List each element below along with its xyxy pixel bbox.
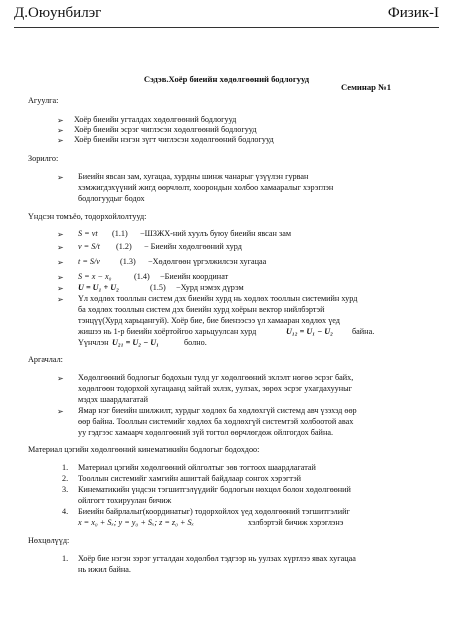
conditions-heading: Нөхцөлүүд: <box>28 536 70 545</box>
goal-line: бодлогуудыг бодох <box>78 194 145 203</box>
basics-heading: Үндсэн томъёо, тодорхойлолтууд: <box>28 212 147 221</box>
relative-velocity-formula: U₂₁ = U₂ − U₁ <box>112 338 159 347</box>
list-number: 3. <box>62 485 69 494</box>
topic-title: Сэдэв.Хоёр биеийн хөдөлгөөний бодлогууд <box>143 74 310 84</box>
arrow-bullet-icon: ➢ <box>57 284 64 293</box>
formula-expression: S = vt <box>78 229 98 238</box>
relative-velocity-line: болно. <box>184 338 207 347</box>
formula-description: −Хөдөлгөөн үргэлжилсэн хугацаа <box>148 257 267 266</box>
formula-expression: U = U₁ + U₂ <box>78 283 119 292</box>
material-line: Материал цэгийн хөдөлгөөний ойлголтыг зөв тогтоох шаардлагатай <box>78 463 316 472</box>
author-name: Д.Оюунбилэг <box>14 5 102 21</box>
formula-number: (1.4) <box>134 272 150 281</box>
material-line: ойлгогт тохируулан бичиж <box>78 496 172 505</box>
formula-description: −ШЗЖХ-ний хуулъ буюу биеийн явсан зам <box>140 229 292 238</box>
arrow-bullet-icon: ➢ <box>57 173 64 182</box>
method-line: хөдөлгөөн тодорхой хугацаанд зайтай эхлэх, уулзах, зөрөх эсрэг ухагдахууныг <box>78 384 353 393</box>
formula-expression: S = x − x₀ <box>78 272 112 281</box>
formula-description: − Биеийн хөдөлгөөний хурд <box>144 242 242 251</box>
arrow-bullet-icon: ➢ <box>57 374 64 383</box>
arrow-bullet-icon: ➢ <box>57 126 64 135</box>
arrow-bullet-icon: ➢ <box>57 243 64 252</box>
formula-description: −Биеийн координат <box>160 272 229 281</box>
relative-velocity-line: жишээ нь 1-р биеийн хоёртойгоо харьцуулсан хурд <box>78 327 257 336</box>
arrow-bullet-icon: ➢ <box>57 116 64 125</box>
formula-expression: t = S/v <box>78 257 100 266</box>
goal-heading: Зорилго: <box>28 154 59 163</box>
arrow-bullet-icon: ➢ <box>57 136 64 145</box>
method-line: Хөдөлгөөний бодлогыг бодохын тулд уг хөдөлгөөний эхлэлт нөгөө эсрэг байх, <box>78 373 354 382</box>
list-number: 1. <box>62 463 69 472</box>
page-header <box>14 3 439 28</box>
goal-line: хэмжигдэхүүний жигд өөрчлөлт, хоорондын холбоо хамааралыг хэрэглэн <box>78 183 334 192</box>
formula-description: −Хурд нэмэх дүрэм <box>176 283 244 292</box>
method-line: өөр байна. Тооллын системийг хөдлөх ба хөдлөхгүй системтэй холбоотой авах <box>78 417 354 426</box>
course-name: Физик-I <box>387 5 439 21</box>
relative-velocity-line: ба хөдлөх тооллын систем дэх биеийн хурд хоёрын вектор нийлбэртэй <box>78 305 325 314</box>
material-line: Кинематикийн үндсэн тэгшитгэлүүдийг бодлогын нөхцөл болон хөдөлгөөний <box>78 485 351 494</box>
arrow-bullet-icon: ➢ <box>57 230 64 239</box>
relative-velocity-line: Үл хөдлөх тооллын систем дэх биеийн хурд нь хөдлөх тооллын системийн хурд <box>78 294 358 303</box>
list-number: 1. <box>62 554 69 563</box>
formula-expression: v = S/t <box>78 242 100 251</box>
method-line: Ямар нэг биеийн шилжилт, хурдыг хөдлөх ба хөдлөхгүй системд авч үзэхэд өөр <box>78 406 357 415</box>
arrow-bullet-icon: ➢ <box>57 258 64 267</box>
method-line: уу гэдгээс хамаарч хөдөлгөөний зүй тогтол өөрчлөгдөж ойлгогдох байна. <box>78 428 334 437</box>
arrow-bullet-icon: ➢ <box>57 407 64 416</box>
content-item: Хоёр биеийн нэгэн зүгт чиглэсэн хөдөлгөөний бодлогууд <box>74 135 274 144</box>
seminar-number: Семинар №1 <box>340 82 391 92</box>
coordinate-formula-suffix: хэлбэртэй бичиж хэрэглэнэ <box>248 518 344 527</box>
relative-velocity-line: тэнцүү(Хурд харьцангуй). Хоёр бие, бие биенээсээ үл хамааран хөдлөх үед <box>78 316 340 325</box>
condition-line: Хоёр бие нэгэн зэрэг угталдан хөдөлбөл тэдгээр нь уулзах хүртлээ явах хугацаа <box>78 554 356 563</box>
material-line: Биеийн байрлалыг(координатыг) тодорхойлох үед хөдөлгөөний тэгшитгэлийг <box>78 507 350 516</box>
content-item: Хоёр биеийн угталдах хөдөлгөөний бодлогууд <box>74 115 237 124</box>
arrow-bullet-icon: ➢ <box>57 295 64 304</box>
relative-velocity-suffix: байна. <box>352 327 375 336</box>
material-line: Тооллын системийг хамгийн ашигтай байдлаар сонгох хэрэгтэй <box>78 474 302 483</box>
coordinate-formula: x = x₀ + Sₓ; y = y₀ + Sₓ; z = z₀ + Sₓ <box>78 518 194 527</box>
formula-number: (1.1) <box>112 229 128 238</box>
relative-velocity-formula: U₁₂ = U₁ − U₂ <box>286 327 333 336</box>
method-line: мэдэх шаардлагатай <box>78 395 148 404</box>
material-heading: Материал цэгийн хөдөлгөөний кинематикийн бодлогыг бодохдоо: <box>28 445 260 454</box>
content-heading: Агуулга: <box>28 96 59 105</box>
arrow-bullet-icon: ➢ <box>57 273 64 282</box>
list-number: 4. <box>62 507 69 516</box>
formula-number: (1.3) <box>120 257 136 266</box>
list-number: 2. <box>62 474 69 483</box>
formula-number: (1.2) <box>116 242 132 251</box>
formula-number: (1.5) <box>150 283 166 292</box>
relative-velocity-line: Үүнчлэн <box>78 338 109 347</box>
goal-line: Биеийн явсан зам, хугацаа, хурдны шинж чанарыг үзүүлэн гурван <box>78 172 309 181</box>
condition-line: нь ижил байна. <box>78 565 131 574</box>
content-item: Хоёр биеийн эсрэг чиглэсэн хөдөлгөөний бодлогууд <box>74 125 257 134</box>
method-heading: Аргачлал: <box>28 355 63 364</box>
